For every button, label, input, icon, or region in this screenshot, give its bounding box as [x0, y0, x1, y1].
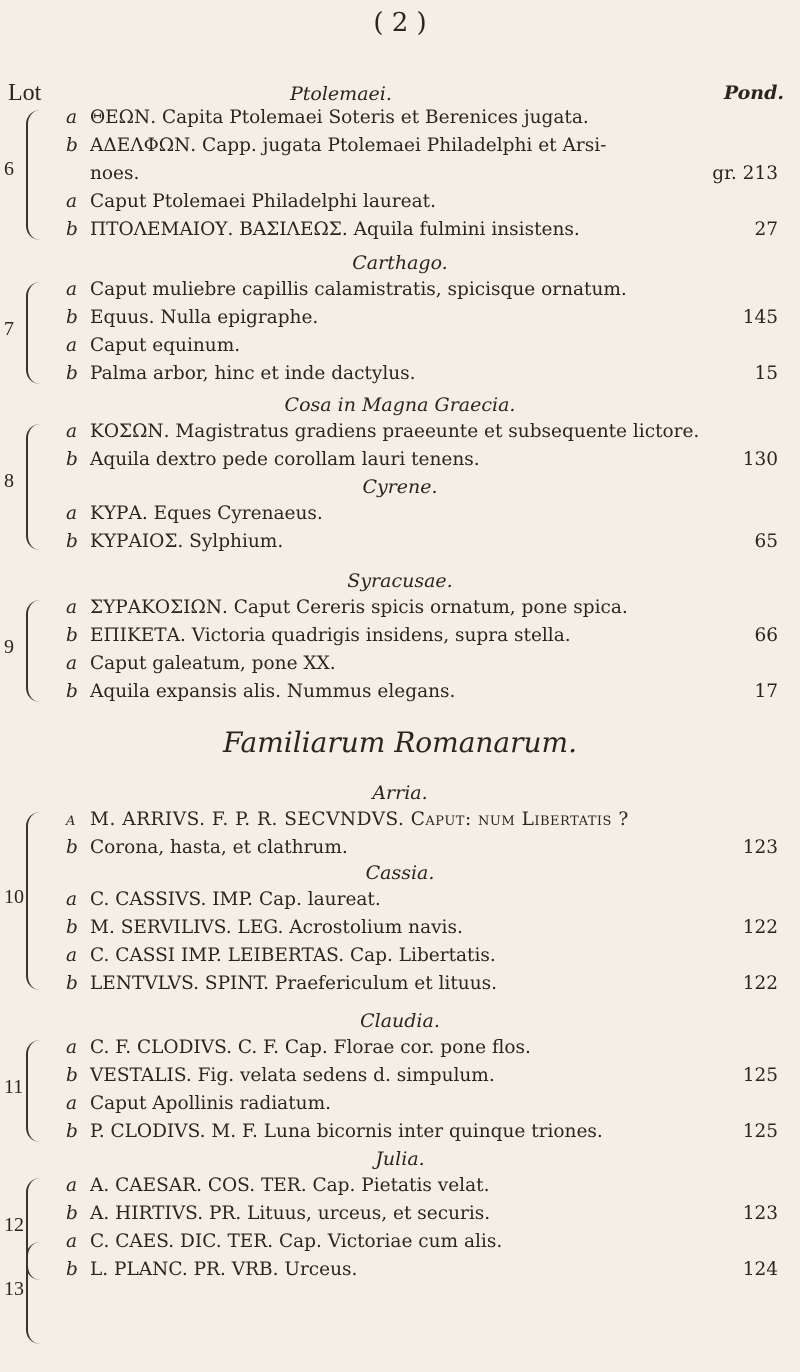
entry-text: C. F. CLODIVS. C. F. Cap. Florae cor. pone flos.	[90, 1037, 531, 1058]
entry-line	[66, 1118, 778, 1146]
weight: 145	[742, 307, 778, 328]
lot-number: 12	[4, 1214, 24, 1236]
side-letter: b	[66, 837, 78, 858]
lot-number: 10	[4, 886, 24, 908]
entry-text: P. CLODIVS. M. F. Luna bicornis inter quinque triones.	[90, 1121, 603, 1142]
entry-line	[66, 1172, 778, 1200]
entry-text: Caput equinum.	[90, 335, 241, 356]
lot-number: 6	[4, 158, 14, 180]
entry-text: ΘΕΩΝ. Capita Ptolemaei Soteris et Berenices jugata.	[90, 107, 589, 128]
brace	[26, 1242, 44, 1344]
weight: 27	[754, 219, 778, 240]
entry-text: ΕΠΙΚΕΤΑ. Victoria quadrigis insidens, supra stella.	[90, 625, 571, 646]
side-letter: b	[66, 1259, 78, 1280]
entry-text: ΚΥΡΑΙΟΣ. Sylphium.	[90, 531, 284, 552]
entry-line	[66, 276, 778, 304]
weight: 123	[742, 1203, 778, 1224]
entry-text: C. CASSIVS. IMP. Cap. laureat.	[90, 889, 381, 910]
side-letter: b	[66, 531, 78, 552]
entry-text: ΣΥΡΑΚΟΣΙΩΝ. Caput Cereris spicis ornatum, pone spica.	[90, 597, 628, 618]
entry-text: ΚΥΡΑ. Eques Cyrenaeus.	[90, 503, 323, 524]
entry-text: Corona, hasta, et clathrum.	[90, 837, 348, 858]
entry-text: ΚΟΣΩΝ. Magistratus gradiens praeeunte et subsequente lictore.	[90, 421, 700, 442]
entry-line	[66, 446, 778, 474]
side-letter: b	[66, 363, 78, 384]
entry-text: noes.	[90, 163, 140, 184]
entry-line	[66, 942, 778, 970]
brace	[26, 1040, 44, 1142]
side-letter: a	[66, 335, 78, 356]
entry-line	[66, 188, 778, 216]
entry-line	[66, 834, 778, 862]
lot-number: 11	[4, 1076, 24, 1098]
entry-text: A. HIRTIVS. PR. Lituus, urceus, et securis.	[90, 1203, 491, 1224]
entry-line	[66, 304, 778, 332]
side-letter: a	[66, 191, 78, 212]
side-letter: a	[66, 1175, 78, 1196]
entry-text: M. ARRIVS. F. P. R. SECVNDVS. Caput: num Libertatis ?	[90, 809, 629, 830]
entry-line	[66, 650, 778, 678]
entry-text: A. CAESAR. COS. TER. Cap. Pietatis velat.	[90, 1175, 490, 1196]
side-letter: b	[66, 681, 78, 702]
entry-line	[66, 678, 778, 706]
brace	[26, 600, 44, 702]
side-letter: a	[66, 809, 76, 830]
brace	[26, 282, 44, 384]
weight: 15	[754, 363, 778, 384]
lot-number: 9	[4, 636, 14, 658]
entry-text: ΠΤΟΛΕΜΑΙΟΥ. ΒΑΣΙΛΕΩΣ. Aquila fulmini insistens.	[90, 219, 580, 240]
weight: 130	[742, 449, 778, 470]
lot-number: 8	[4, 470, 14, 492]
section-title: Familiarum Romanarum.	[223, 726, 577, 759]
side-letter: a	[66, 1093, 78, 1114]
entry-line	[66, 594, 778, 622]
weight: 66	[754, 625, 778, 646]
entry-line	[66, 1062, 778, 1090]
side-letter: b	[66, 1121, 78, 1142]
entry-text: C. CASSI IMP. LEIBERTAS. Cap. Libertatis.	[90, 945, 496, 966]
city-heading: Cassia.	[365, 862, 435, 884]
entry-line	[66, 418, 778, 446]
weight: 122	[742, 973, 778, 994]
side-letter: a	[66, 503, 78, 524]
side-letter: b	[66, 449, 78, 470]
entry-line	[66, 1034, 778, 1062]
side-letter: a	[66, 107, 78, 128]
weight: 125	[742, 1121, 778, 1142]
entry-text: Aquila dextro pede corollam lauri tenens.	[90, 449, 480, 470]
entry-line	[66, 216, 778, 244]
entry-text: Caput muliebre capillis calamistratis, spicisque ornatum.	[90, 279, 627, 300]
side-letter: a	[66, 421, 78, 442]
entry-text: Caput Apollinis radiatum.	[90, 1093, 331, 1114]
entry-text: Caput Ptolemaei Philadelphi laureat.	[90, 191, 436, 212]
side-letter: b	[66, 307, 78, 328]
weight: 124	[742, 1259, 778, 1280]
side-letter: b	[66, 135, 78, 156]
city-heading: Syracusae.	[347, 570, 453, 592]
side-letter: a	[66, 1231, 78, 1252]
entry-line	[66, 886, 778, 914]
entry-line	[66, 914, 778, 942]
entry-line	[66, 806, 778, 834]
entry-line	[66, 132, 778, 160]
city-heading: Claudia.	[360, 1010, 440, 1032]
side-letter: a	[66, 1037, 78, 1058]
entry-line	[66, 1200, 778, 1228]
city-heading: Cyrene.	[362, 476, 438, 498]
weight: 125	[742, 1065, 778, 1086]
entry-line	[66, 332, 778, 360]
entry-line	[66, 1090, 778, 1118]
lot-column-header: Lot	[8, 80, 42, 106]
weight: 65	[754, 531, 778, 552]
entry-line	[66, 104, 778, 132]
city-heading: Julia.	[375, 1148, 425, 1170]
weight: gr. 213	[712, 163, 778, 184]
entry-text: ΑΔΕΛΦΩΝ. Capp. jugata Ptolemaei Philadelphi et Arsi-	[90, 135, 607, 156]
entry-text: C. CAES. DIC. TER. Cap. Victoriae cum alis.	[90, 1231, 503, 1252]
entry-text: L. PLANC. PR. VRB. Urceus.	[90, 1259, 358, 1280]
brace	[26, 812, 44, 990]
running-title: Ptolemaei.	[290, 83, 392, 105]
entry-line	[66, 360, 778, 388]
city-heading: Cosa in Magna Graecia.	[284, 394, 516, 416]
side-letter: b	[66, 1203, 78, 1224]
entry-line	[66, 500, 778, 528]
entry-line	[66, 160, 778, 188]
weight: 17	[754, 681, 778, 702]
side-letter: a	[66, 889, 78, 910]
entry-text: Caput galeatum, pone XX.	[90, 653, 336, 674]
city-heading: Arria.	[372, 782, 428, 804]
side-letter: b	[66, 1065, 78, 1086]
side-letter: b	[66, 917, 78, 938]
side-letter: b	[66, 973, 78, 994]
entry-text: M. SERVILIVS. LEG. Acrostolium navis.	[90, 917, 463, 938]
weight: 123	[742, 837, 778, 858]
entry-line	[66, 622, 778, 650]
side-letter: a	[66, 945, 78, 966]
brace	[26, 110, 44, 240]
side-letter: b	[66, 625, 78, 646]
weight-column-header: Pond.	[723, 82, 784, 104]
entry-text: VESTALIS. Fig. velata sedens d. simpulum.	[90, 1065, 495, 1086]
weight: 122	[742, 917, 778, 938]
lot-number: 13	[4, 1278, 24, 1300]
page-number: ( 2 )	[373, 8, 427, 38]
side-letter: b	[66, 219, 78, 240]
entry-line	[66, 1256, 778, 1284]
entry-line	[66, 528, 778, 556]
entry-line	[66, 970, 778, 998]
entry-text: Palma arbor, hinc et inde dactylus.	[90, 363, 416, 384]
entry-line	[66, 1228, 778, 1256]
entry-text: Aquila expansis alis. Nummus elegans.	[90, 681, 456, 702]
side-letter: a	[66, 279, 78, 300]
lot-number: 7	[4, 318, 14, 340]
side-letter: a	[66, 597, 78, 618]
entry-text: Equus. Nulla epigraphe.	[90, 307, 319, 328]
entry-text: LENTVLVS. SPINT. Praefericulum et lituus.	[90, 973, 497, 994]
side-letter: a	[66, 653, 78, 674]
city-heading: Carthago.	[352, 252, 448, 274]
